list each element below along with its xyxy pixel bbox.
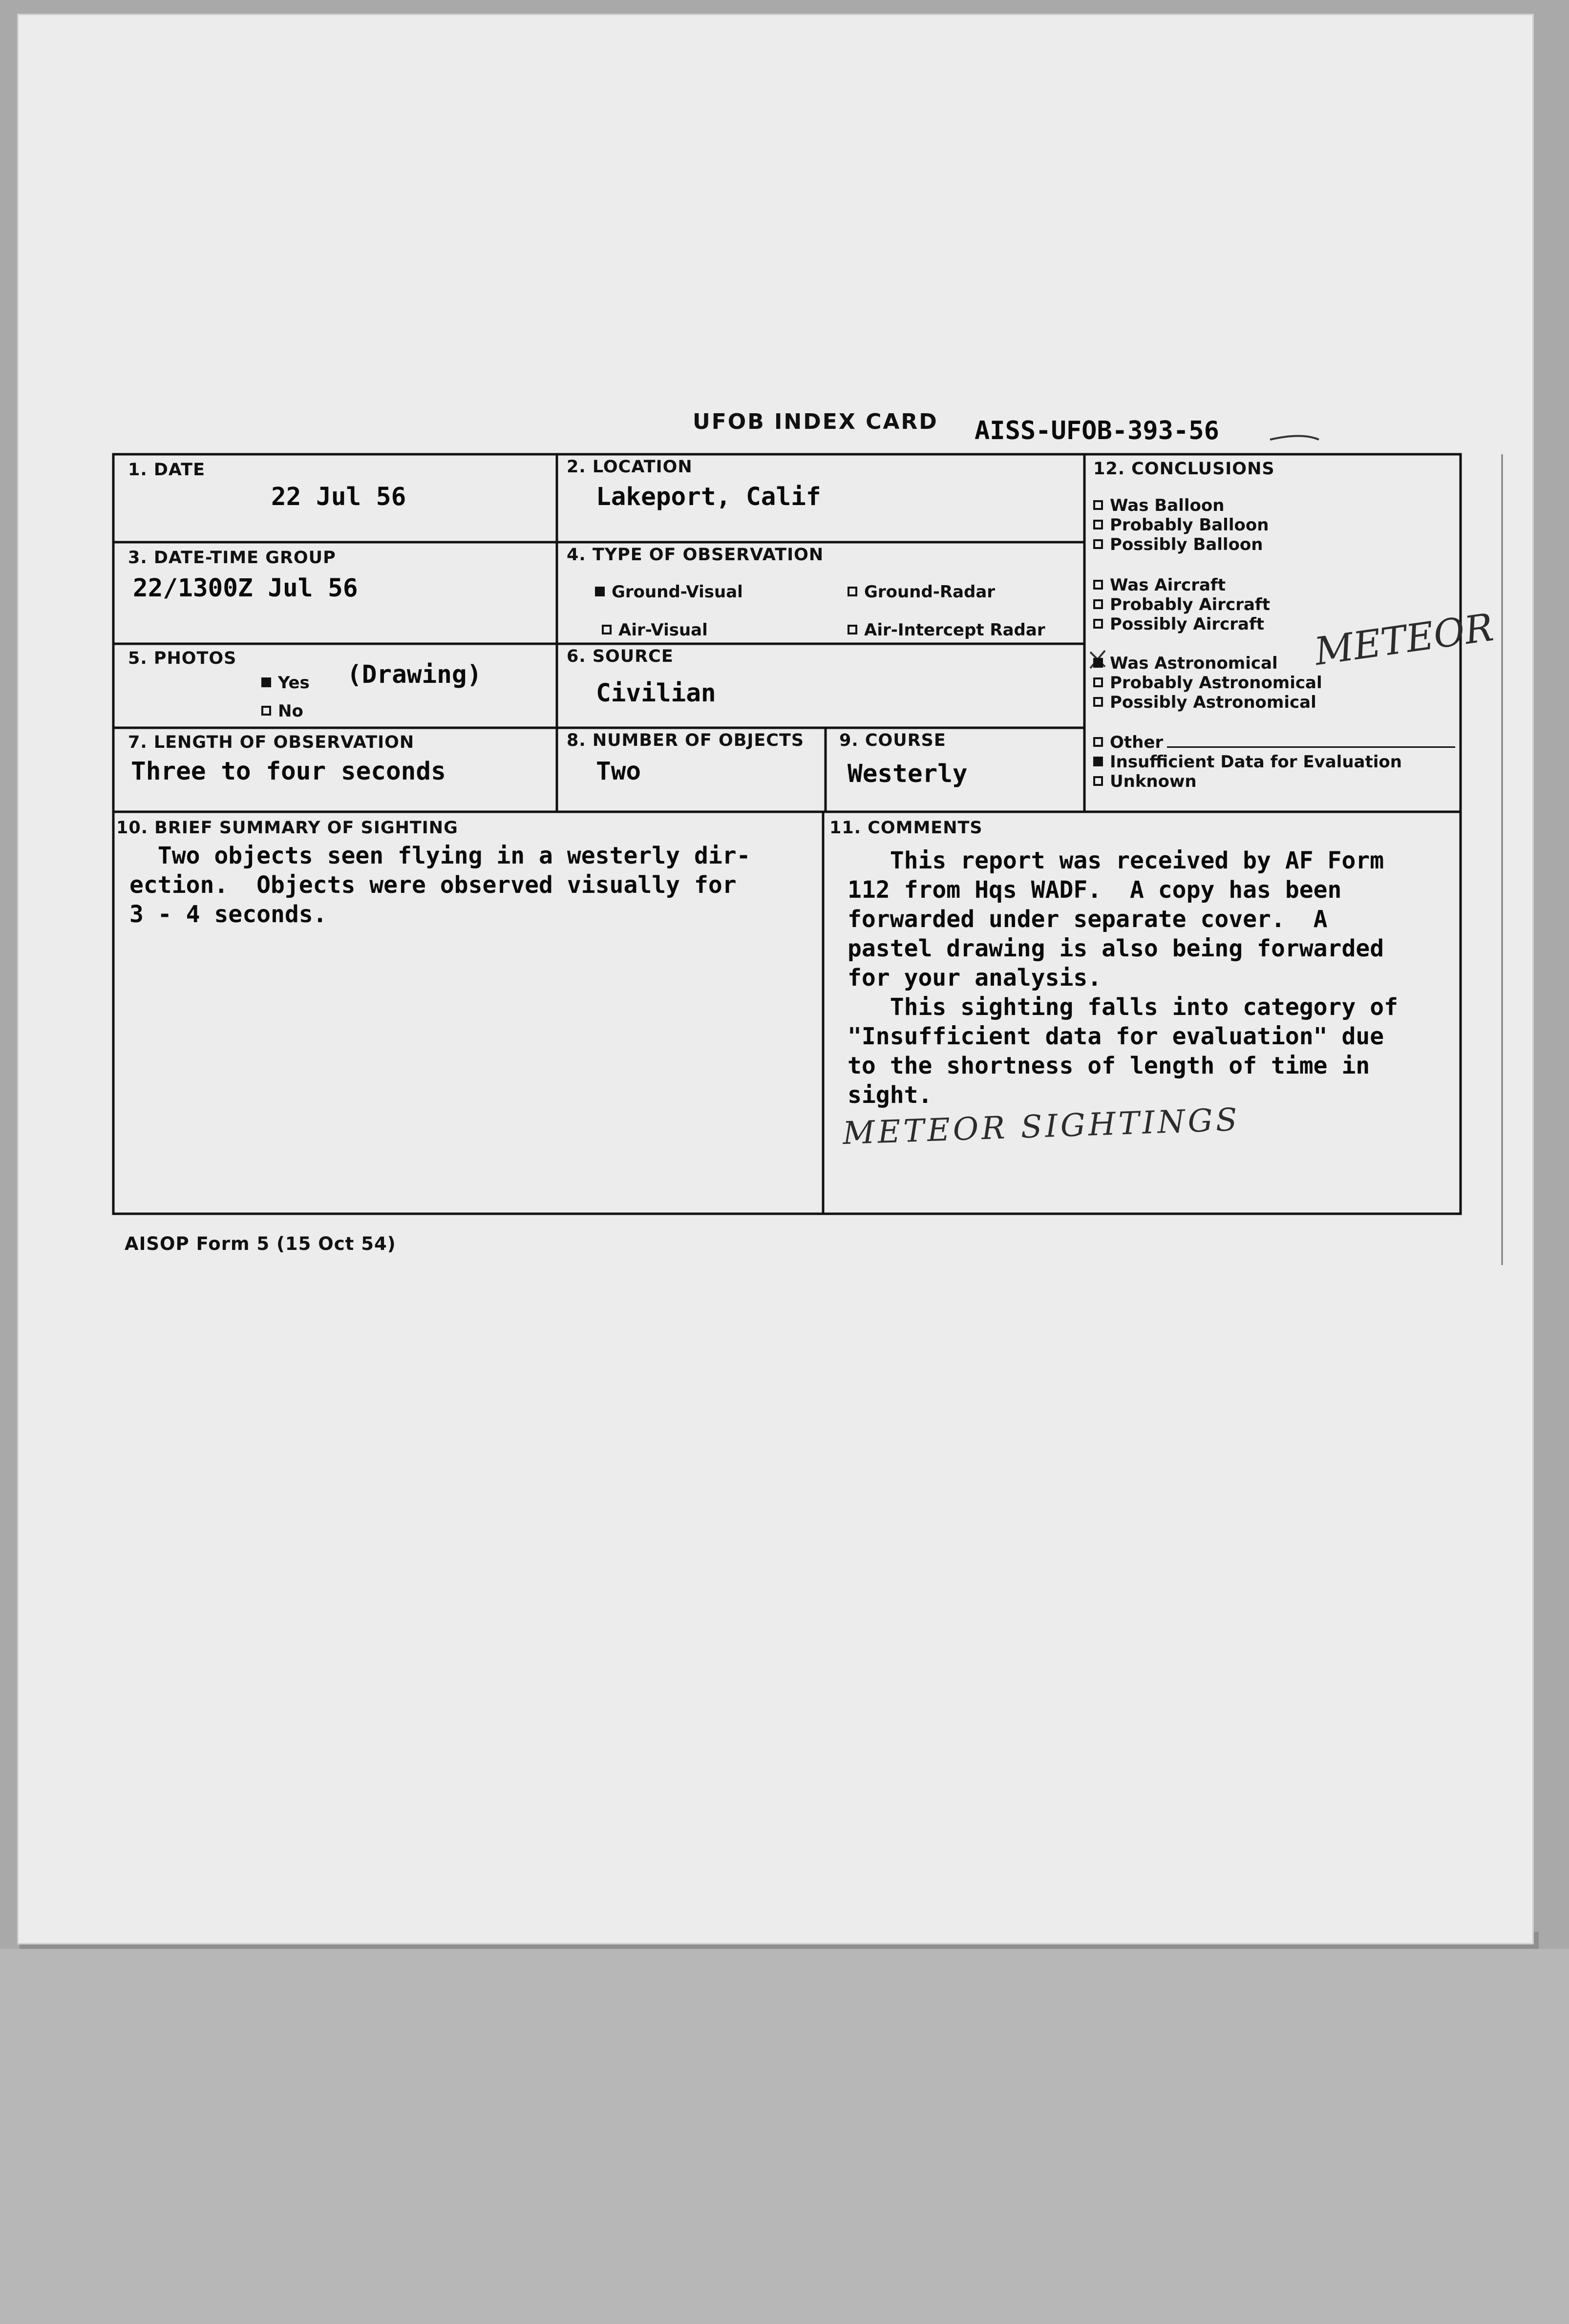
location-value: Lakeport, Calif xyxy=(596,483,821,511)
comments-text xyxy=(848,846,1398,1110)
conclusions-label: 12. CONCLUSIONS xyxy=(1093,459,1275,479)
conclusions-handwritten-note: METEOR xyxy=(1312,605,1496,675)
length-value: Three to four seconds xyxy=(131,757,446,786)
conclusion-checkbox xyxy=(1093,757,1103,766)
comments-line: "Insufficient data for evaluation" due xyxy=(848,1023,1384,1050)
comments-line: 112 from Hqs WADF. A copy has been xyxy=(848,876,1342,904)
summary-line: ection. Objects were observed visually for xyxy=(129,871,737,899)
conclusion-label: Possibly Astronomical xyxy=(1110,693,1316,712)
option-air-intercept-radar: Air-Intercept Radar xyxy=(848,620,1045,640)
conclusion-item xyxy=(1093,614,1264,634)
photos-no-checkbox xyxy=(261,706,271,716)
photos-no: No xyxy=(261,701,303,721)
option-ground-radar: Ground-Radar xyxy=(848,582,995,602)
source-value: Civilian xyxy=(596,679,716,708)
conclusion-item xyxy=(1093,595,1270,614)
summary-line: Two objects seen flying in a westerly dir- xyxy=(129,842,751,869)
photos-yes-checkbox xyxy=(261,677,271,687)
dtg-label: 3. DATE-TIME GROUP xyxy=(128,548,336,568)
conclusion-checkbox xyxy=(1093,619,1103,629)
conclusion-label: Probably Balloon xyxy=(1110,515,1269,535)
conclusion-label: Was Astronomical xyxy=(1110,654,1278,673)
comments-line: pastel drawing is also being forwarded xyxy=(848,935,1384,962)
conclusion-checkbox xyxy=(1093,520,1103,529)
conclusion-checkbox xyxy=(1093,500,1103,510)
conclusion-item xyxy=(1093,673,1322,693)
conclusion-label: Possibly Balloon xyxy=(1110,535,1263,554)
comments-label: 11. COMMENTS xyxy=(829,818,983,838)
conclusion-checkbox xyxy=(1093,697,1103,707)
form-id: AISOP Form 5 (15 Oct 54) xyxy=(125,1233,396,1254)
conclusion-checkbox xyxy=(1093,580,1103,590)
conclusion-item xyxy=(1093,575,1226,595)
conclusion-item xyxy=(1093,772,1197,791)
source-label: 6. SOURCE xyxy=(567,647,674,666)
summary-line: 3 - 4 seconds. xyxy=(129,901,327,928)
comments-line: to the shortness of length of time in xyxy=(848,1052,1370,1079)
conclusion-label: Was Aircraft xyxy=(1110,575,1226,595)
conclusion-label: Possibly Aircraft xyxy=(1110,614,1265,634)
course-label: 9. COURSE xyxy=(839,731,946,750)
option-ground-visual: Ground-Visual xyxy=(595,582,743,602)
air-intercept-radar-checkbox xyxy=(848,625,857,634)
comments-handwritten-note: METEOR SIGHTINGS xyxy=(842,1101,1241,1152)
conclusion-checkbox xyxy=(1093,737,1103,747)
conclusion-label: Insufficient Data for Evaluation xyxy=(1110,752,1402,772)
meteor-swoosh xyxy=(1270,436,1319,440)
conclusion-label: Unknown xyxy=(1110,772,1197,791)
conclusion-label: Probably Astronomical xyxy=(1110,673,1322,693)
conclusion-label: Other xyxy=(1110,733,1164,752)
ground-radar-checkbox xyxy=(848,587,857,596)
conclusion-checkbox xyxy=(1093,658,1103,668)
comments-line: for your analysis. xyxy=(848,964,1102,992)
file-number: AISS-UFOB-393-56 xyxy=(975,416,1219,445)
comments-line: forwarded under separate cover. A xyxy=(848,906,1328,933)
length-label: 7. LENGTH OF OBSERVATION xyxy=(128,733,415,752)
date-value: 22 Jul 56 xyxy=(271,483,406,511)
conclusion-item xyxy=(1093,496,1224,515)
air-visual-checkbox xyxy=(602,625,612,634)
summary-text xyxy=(129,841,751,929)
card-title: UFOB INDEX CARD xyxy=(693,409,938,434)
conclusion-checkbox xyxy=(1093,677,1103,687)
course-value: Westerly xyxy=(848,760,968,788)
location-label: 2. LOCATION xyxy=(567,457,693,477)
number-label: 8. NUMBER OF OBJECTS xyxy=(567,731,805,750)
conclusion-item xyxy=(1093,515,1269,535)
type-label: 4. TYPE OF OBSERVATION xyxy=(567,545,824,565)
conclusion-label: Was Balloon xyxy=(1110,496,1225,515)
photos-label: 5. PHOTOS xyxy=(128,649,237,668)
option-air-visual: Air-Visual xyxy=(602,620,708,640)
comments-line: sight. xyxy=(848,1081,933,1109)
conclusion-item xyxy=(1093,693,1316,712)
comments-line: This sighting falls into category of xyxy=(848,993,1399,1021)
summary-label: 10. BRIEF SUMMARY OF SIGHTING xyxy=(116,818,458,838)
photos-note: (Drawing) xyxy=(347,660,482,689)
conclusion-checkbox xyxy=(1093,539,1103,549)
date-label: 1. DATE xyxy=(128,460,206,480)
number-value: Two xyxy=(596,757,641,786)
ground-visual-checkbox xyxy=(595,587,605,596)
dtg-value: 22/1300Z Jul 56 xyxy=(133,574,358,603)
other-fill-line xyxy=(1167,746,1455,748)
conclusion-item xyxy=(1093,535,1263,554)
conclusion-label: Probably Aircraft xyxy=(1110,595,1270,614)
photos-yes: Yes xyxy=(261,673,310,693)
conclusion-item xyxy=(1093,654,1278,673)
conclusion-item xyxy=(1093,752,1402,772)
conclusion-checkbox xyxy=(1093,776,1103,786)
comments-line: This report was received by AF Form xyxy=(848,847,1384,874)
conclusion-checkbox xyxy=(1093,599,1103,609)
conclusion-item xyxy=(1093,733,1455,752)
